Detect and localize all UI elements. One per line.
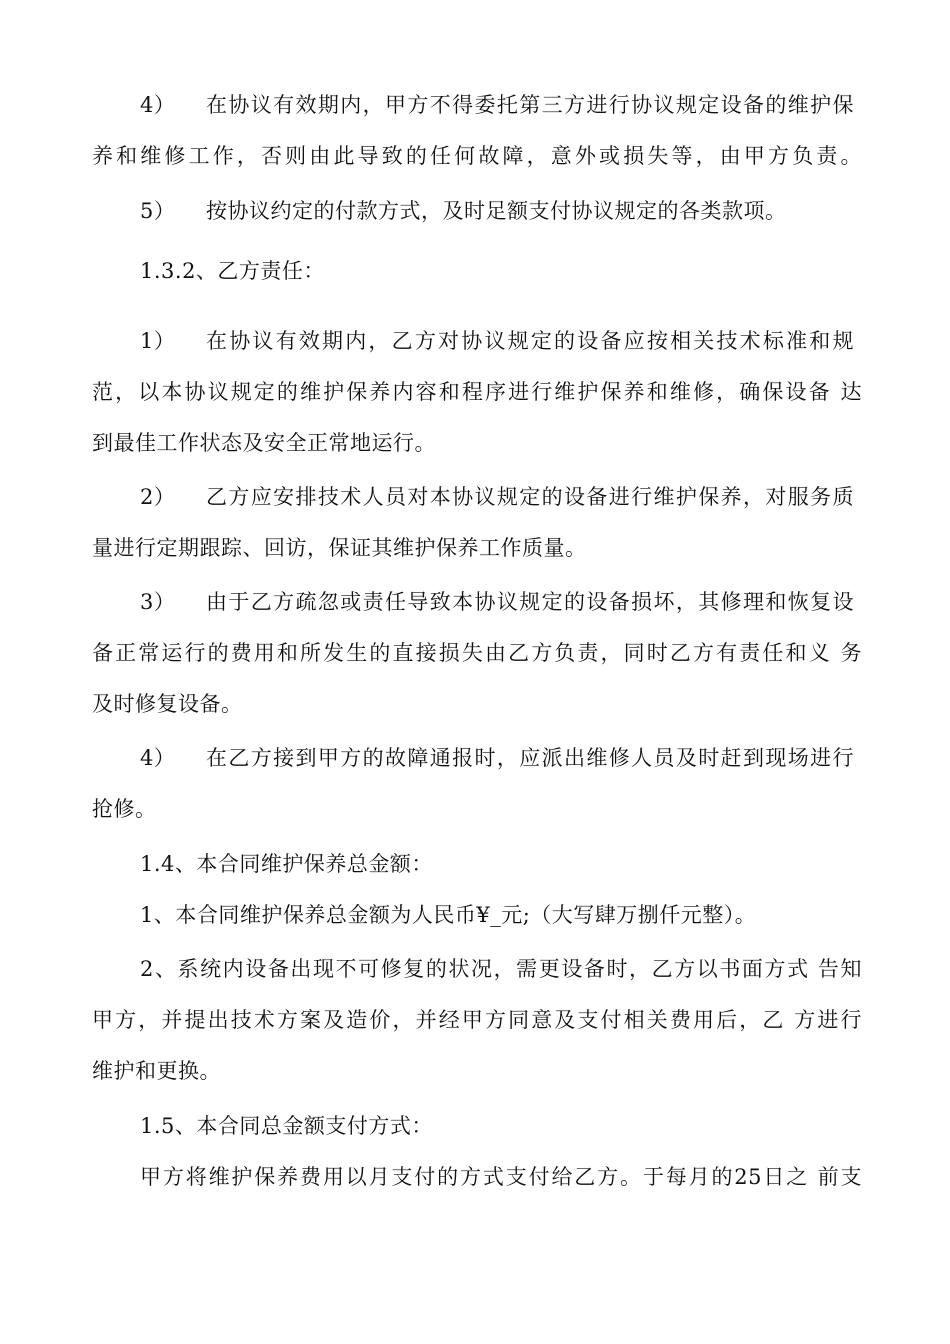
section-heading: 1.3.2、乙方责任： [140,259,325,283]
paragraph-line [140,196,862,226]
paragraph-line [140,743,862,773]
paragraph-line: 及时修复设备。 [92,692,243,716]
paragraph-line: 甲方将维护保养费用以月支付的方式支付给乙方。于每月的25日之 前支 [140,1165,862,1189]
item-number: 3） [140,590,176,614]
paragraph-line: 抢修。 [92,797,157,821]
paragraph-line: 备正常运行的费用和所发生的直接损失由乙方负责，同时乙方有责任和义 务 [92,641,862,665]
paragraph-line: 2、系统内设备出现不可修复的状况，需更设备时，乙方以书面方式 告知 [140,957,862,981]
paragraph-line [140,587,862,617]
paragraph-text: 在乙方接到甲方的故障通报时，应派出维修人员及时赶到现场进行 [206,746,854,770]
paragraph-line: 1、本合同维护保养总金额为人民币¥_元;（大写肆万捌仟元整）。 [140,903,757,927]
section-heading: 1.4、本合同维护保养总金额： [140,852,433,876]
paragraph-line: 养和维修工作，否则由此导致的任何故障，意外或损失等，由甲方负责。 [92,144,862,168]
item-number: 2） [140,485,176,509]
paragraph-line: 量进行定期跟踪、回访，保证其维护保养工作质量。 [92,536,587,560]
paragraph-line: 甲方，并提出技术方案及造价，并经甲方同意及支付相关费用后，乙 方进行 [92,1008,862,1032]
paragraph-line: 范，以本协议规定的维护保养内容和程序进行维护保养和维修，确保设备 达 [92,380,862,404]
paragraph-text: 按协议约定的付款方式，及时足额支付协议规定的各类款项。 [206,199,787,223]
item-number: 1） [140,329,176,353]
paragraph-text: 乙方应安排技术人员对本协议规定的设备进行维护保养，对服务质 [206,485,854,509]
paragraph-line: 维护和更换。 [92,1059,221,1083]
paragraph-text: 由于乙方疏忽或责任导致本协议规定的设备损坏，其修理和恢复设 [206,590,854,614]
paragraph-text: 在协议有效期内，甲方不得委托第三方进行协议规定设备的维护保 [206,93,854,117]
item-number: 4） [140,93,176,117]
paragraph-line [140,326,862,356]
paragraph-line [140,482,862,512]
item-number: 4） [140,746,176,770]
item-number: 5） [140,199,176,223]
paragraph-line: 到最佳工作状态及安全正常地运行。 [92,431,436,455]
paragraph-text: 在协议有效期内，乙方对协议规定的设备应按相关技术标准和规 [206,329,854,353]
paragraph-line [140,90,862,120]
section-heading: 1.5、本合同总金额支付方式： [140,1114,433,1138]
